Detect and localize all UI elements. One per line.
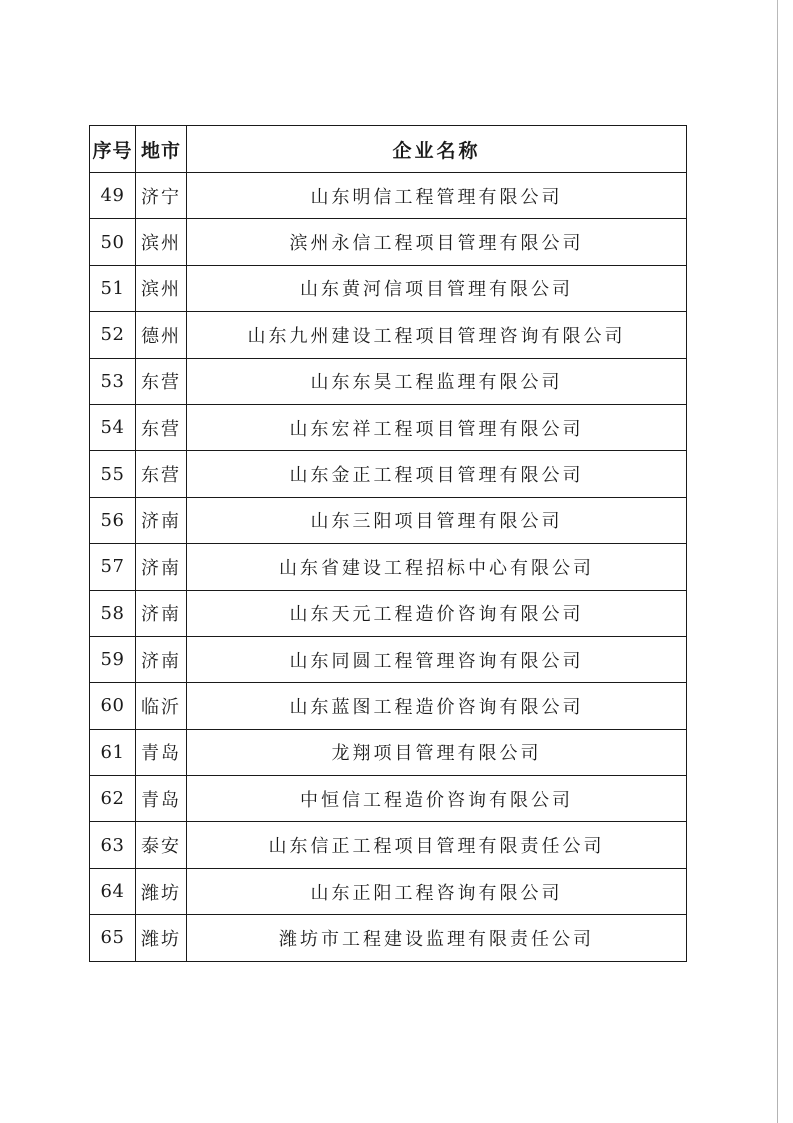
- table-row: [90, 822, 687, 868]
- header-serial-number: 序号: [90, 126, 136, 173]
- city: 济宁: [136, 173, 187, 219]
- city: 济南: [136, 544, 187, 590]
- company-name: 山东九州建设工程项目管理咨询有限公司: [187, 312, 687, 358]
- serial-number: 62: [90, 776, 136, 822]
- serial-number: 64: [90, 868, 136, 914]
- table-header-row: [90, 126, 687, 173]
- city: 德州: [136, 312, 187, 358]
- company-name: 山东正阳工程咨询有限公司: [187, 868, 687, 914]
- serial-number: 59: [90, 636, 136, 682]
- city: 滨州: [136, 265, 187, 311]
- table-row: [90, 451, 687, 497]
- serial-number: 54: [90, 404, 136, 450]
- serial-number: 57: [90, 544, 136, 590]
- city: 东营: [136, 404, 187, 450]
- table-row: [90, 358, 687, 404]
- city: 济南: [136, 636, 187, 682]
- company-name: 山东宏祥工程项目管理有限公司: [187, 404, 687, 450]
- company-name: 山东明信工程管理有限公司: [187, 173, 687, 219]
- company-name: 山东同圆工程管理咨询有限公司: [187, 636, 687, 682]
- serial-number: 61: [90, 729, 136, 775]
- table-row: [90, 173, 687, 219]
- table-row: [90, 729, 687, 775]
- company-name: 山东三阳项目管理有限公司: [187, 497, 687, 543]
- table-row: [90, 312, 687, 358]
- company-name: 山东金正工程项目管理有限公司: [187, 451, 687, 497]
- company-table: [89, 125, 687, 962]
- header-city: 地市: [136, 126, 187, 173]
- city: 临沂: [136, 683, 187, 729]
- header-company-name: 企业名称: [187, 126, 687, 173]
- serial-number: 58: [90, 590, 136, 636]
- table-row: [90, 636, 687, 682]
- serial-number: 63: [90, 822, 136, 868]
- table-row: [90, 776, 687, 822]
- serial-number: 56: [90, 497, 136, 543]
- company-name: 潍坊市工程建设监理有限责任公司: [187, 915, 687, 961]
- city: 东营: [136, 451, 187, 497]
- table-row: [90, 404, 687, 450]
- city: 济南: [136, 497, 187, 543]
- company-name: 龙翔项目管理有限公司: [187, 729, 687, 775]
- serial-number: 52: [90, 312, 136, 358]
- table-row: [90, 868, 687, 914]
- company-name: 山东东昊工程监理有限公司: [187, 358, 687, 404]
- city: 东营: [136, 358, 187, 404]
- company-name: 山东省建设工程招标中心有限公司: [187, 544, 687, 590]
- city: 泰安: [136, 822, 187, 868]
- city: 潍坊: [136, 915, 187, 961]
- company-name: 中恒信工程造价咨询有限公司: [187, 776, 687, 822]
- serial-number: 60: [90, 683, 136, 729]
- serial-number: 49: [90, 173, 136, 219]
- city: 青岛: [136, 729, 187, 775]
- company-name: 山东黄河信项目管理有限公司: [187, 265, 687, 311]
- serial-number: 50: [90, 219, 136, 265]
- table-row: [90, 915, 687, 961]
- city: 滨州: [136, 219, 187, 265]
- table-row: [90, 219, 687, 265]
- table-row: [90, 683, 687, 729]
- city: 青岛: [136, 776, 187, 822]
- company-name: 山东信正工程项目管理有限责任公司: [187, 822, 687, 868]
- scan-edge-line: [777, 0, 778, 1123]
- serial-number: 65: [90, 915, 136, 961]
- table-row: [90, 544, 687, 590]
- city: 济南: [136, 590, 187, 636]
- company-name: 山东天元工程造价咨询有限公司: [187, 590, 687, 636]
- serial-number: 51: [90, 265, 136, 311]
- company-name: 山东蓝图工程造价咨询有限公司: [187, 683, 687, 729]
- serial-number: 53: [90, 358, 136, 404]
- table-row: [90, 265, 687, 311]
- company-name: 滨州永信工程项目管理有限公司: [187, 219, 687, 265]
- serial-number: 55: [90, 451, 136, 497]
- table-row: [90, 497, 687, 543]
- city: 潍坊: [136, 868, 187, 914]
- table-row: [90, 590, 687, 636]
